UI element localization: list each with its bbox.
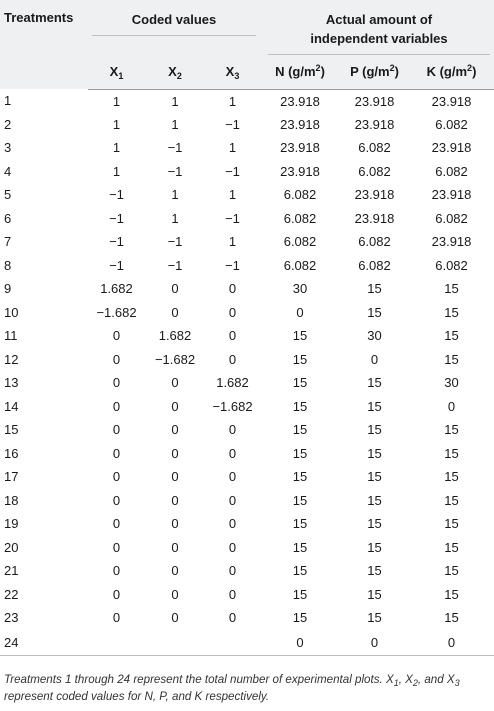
x1-cell: 1 [112, 93, 121, 109]
k-cell: 15 [444, 516, 459, 532]
header-n: N $(g/m^2)$ [260, 55, 340, 89]
table-row [0, 230, 494, 254]
table-header [0, 0, 494, 89]
p-cell: 15 [367, 398, 382, 414]
x2-cell: 0 [171, 516, 179, 532]
x3-cell: 0 [228, 351, 237, 367]
n-cell: 6.082 [283, 234, 317, 250]
x1-cell: 0 [112, 539, 121, 555]
k-cell: 23.918 [431, 93, 472, 109]
x2-cell: 1 [171, 210, 179, 226]
treatment-cell: 15 [4, 422, 19, 438]
table-row [0, 512, 494, 536]
table-row [0, 348, 494, 372]
x2-cell: 0 [171, 586, 179, 602]
x1-cell: 0 [112, 492, 121, 508]
x1-cell: 0 [112, 586, 121, 602]
table-row [0, 324, 494, 348]
x2-cell: 0 [171, 398, 179, 414]
header-actual-line2: independent variables [310, 31, 448, 46]
x1-cell: 1 [112, 116, 121, 132]
header-actual-amount-label [268, 10, 490, 55]
k-cell: 15 [444, 445, 459, 461]
table-footnote: Treatments 1 through 24 represent the total number of experimental plots. $X_1$, $X_2$, and $X_3$ represent coded values for N, P, and K respectively. [4, 673, 460, 703]
x1-cell: 0 [112, 398, 121, 414]
x3-cell: −1.682 [212, 398, 253, 414]
k-cell: 23.918 [431, 234, 472, 250]
treatment-cell: 22 [4, 586, 19, 602]
table-row [0, 536, 494, 560]
header-coded-values-label: Coded values [92, 10, 256, 36]
header-x1: $X_1$ [88, 55, 145, 89]
n-cell: 23.918 [280, 140, 320, 156]
table-row [0, 442, 494, 466]
treatment-cell: 16 [4, 445, 19, 461]
table-row [0, 489, 494, 513]
header-treatments: Treatments [4, 10, 74, 25]
x1-cell: 0 [112, 422, 121, 438]
x2-cell: 0 [171, 304, 179, 320]
k-cell: 6.082 [435, 257, 468, 273]
table-row [0, 207, 494, 231]
p-cell: 15 [367, 304, 382, 320]
x2-cell: 1 [171, 93, 179, 109]
treatment-cell: 12 [4, 351, 19, 367]
table-row [0, 559, 494, 583]
k-cell: 0 [409, 630, 494, 656]
n-cell: 15 [292, 563, 308, 579]
table-row [0, 113, 494, 137]
x2-cell [145, 630, 205, 656]
k-cell: 15 [444, 492, 459, 508]
x3-cell: 1.682 [216, 375, 249, 391]
p-cell: 15 [367, 539, 382, 555]
p-cell: 15 [367, 281, 382, 297]
n-cell: 30 [292, 281, 308, 297]
treatment-cell: 1 [4, 93, 12, 109]
k-cell: 15 [444, 469, 459, 485]
table-row [0, 160, 494, 184]
table-row [0, 371, 494, 395]
x2-cell: −1 [167, 234, 183, 250]
treatment-cell: 4 [4, 163, 12, 179]
x1-cell: 0 [112, 469, 121, 485]
x1-cell: −1 [109, 210, 124, 226]
k-cell: 15 [444, 351, 459, 367]
p-cell: 15 [367, 375, 382, 391]
p-cell: 15 [367, 516, 382, 532]
n-cell: 15 [292, 445, 308, 461]
treatment-cell: 11 [4, 328, 18, 344]
n-cell: 23.918 [280, 93, 320, 109]
header-x2: $X_2$ [145, 55, 205, 89]
n-cell: 23.918 [280, 116, 320, 132]
n-cell: 15 [292, 398, 308, 414]
n-cell: 15 [292, 610, 308, 626]
x1-cell: 0 [112, 351, 121, 367]
x2-cell: −1.682 [154, 351, 196, 367]
treatment-cell: 20 [4, 539, 19, 555]
n-cell: 15 [292, 516, 308, 532]
table-row [0, 606, 494, 630]
x3-cell: 1 [228, 140, 237, 156]
k-cell: 15 [444, 539, 459, 555]
x2-cell: 0 [171, 563, 179, 579]
treatment-cell: 23 [4, 610, 19, 626]
k-cell: 15 [444, 586, 459, 602]
table-row [0, 136, 494, 160]
treatment-cell: 14 [4, 398, 19, 414]
x2-cell: −1 [167, 163, 183, 179]
k-cell: 15 [444, 563, 459, 579]
treatment-cell: 8 [4, 257, 12, 273]
treatment-cell: 2 [4, 116, 12, 132]
treatment-cell: 13 [4, 375, 19, 391]
x1-cell: 0 [112, 445, 121, 461]
n-cell: 15 [292, 328, 308, 344]
p-cell: 0 [340, 630, 409, 656]
x3-cell: 0 [228, 516, 237, 532]
x3-cell [205, 630, 260, 656]
x1-cell: 0 [112, 516, 121, 532]
x2-cell: 0 [171, 469, 179, 485]
table-row [0, 183, 494, 207]
table-row [0, 465, 494, 489]
p-cell: 15 [367, 610, 382, 626]
table-row [0, 254, 494, 278]
x1-cell [88, 630, 145, 656]
k-cell: 15 [444, 304, 459, 320]
n-cell: 0 [260, 630, 340, 656]
n-cell: 6.082 [283, 257, 317, 273]
x1-cell: 0 [112, 328, 121, 344]
x2-cell: 1 [171, 187, 179, 203]
x3-cell: 0 [228, 586, 237, 602]
treatment-cell: 5 [4, 187, 12, 203]
x2-cell: 1.682 [158, 328, 192, 344]
p-cell: 15 [367, 492, 382, 508]
x3-cell: 0 [228, 469, 237, 485]
n-cell: 15 [292, 539, 308, 555]
x1-cell: −1 [109, 234, 124, 250]
table-row [0, 89, 494, 113]
x1-cell: 0 [112, 610, 121, 626]
table-row [0, 301, 494, 325]
n-cell: 15 [292, 375, 308, 391]
table-row [0, 395, 494, 419]
n-cell: 6.082 [283, 187, 317, 203]
x2-cell: 0 [171, 492, 179, 508]
x2-cell: 0 [171, 422, 179, 438]
treatment-cell: 21 [4, 563, 19, 579]
x3-cell: 0 [228, 328, 237, 344]
treatment-cell: 19 [4, 516, 19, 532]
n-cell: 15 [292, 422, 308, 438]
treatment-cell: 7 [4, 234, 12, 250]
n-cell: 15 [292, 469, 308, 485]
p-cell: 15 [367, 586, 382, 602]
header-actual-amount [260, 0, 494, 55]
header-x3: $X_3$ [205, 55, 260, 89]
x3-cell: −1 [225, 257, 240, 273]
table-row [0, 630, 494, 656]
x3-cell: −1 [225, 116, 240, 132]
x2-cell: 0 [171, 539, 179, 555]
x1-cell: −1.682 [96, 304, 137, 320]
k-cell: 15 [444, 422, 459, 438]
header-p: P $(g/m^2)$ [340, 55, 409, 89]
x3-cell: −1 [225, 163, 240, 179]
k-cell: 23.918 [431, 140, 472, 156]
x2-cell: 0 [171, 281, 179, 297]
x1-cell: −1 [109, 257, 124, 273]
x3-cell: 0 [228, 281, 237, 297]
x1-cell: 1 [112, 140, 121, 156]
x3-cell: 0 [228, 304, 237, 320]
treatment-cell: 3 [4, 140, 12, 156]
x1-cell: 0 [112, 563, 121, 579]
treatment-cell: 18 [4, 492, 19, 508]
table-row [0, 583, 494, 607]
table-body [0, 89, 494, 656]
n-cell: 15 [292, 351, 308, 367]
x3-cell: 0 [228, 445, 237, 461]
x2-cell: −1 [167, 257, 183, 273]
treatment-cell: 24 [0, 630, 88, 656]
x2-cell: 1 [171, 116, 179, 132]
x3-cell: 1 [228, 234, 237, 250]
p-cell: 23.918 [354, 93, 395, 109]
x3-cell: 0 [228, 610, 237, 626]
n-cell: 0 [296, 304, 304, 320]
p-cell: 6.082 [358, 257, 391, 273]
header-coded-values [88, 0, 260, 55]
k-cell: 15 [444, 610, 459, 626]
k-cell: 23.918 [431, 187, 472, 203]
p-cell: 6.082 [358, 234, 391, 250]
n-cell: 23.918 [280, 163, 320, 179]
x1-cell: 1 [112, 163, 121, 179]
x3-cell: −1 [225, 210, 240, 226]
x2-cell: 0 [171, 445, 179, 461]
treatment-cell: 10 [4, 304, 19, 320]
header-k: K $(g/m^2)$ [409, 55, 494, 89]
x3-cell: 1 [228, 187, 237, 203]
treatment-cell: 17 [4, 469, 19, 485]
p-cell: 15 [367, 469, 382, 485]
x1-cell: 1.682 [100, 281, 133, 297]
x3-cell: 0 [228, 422, 237, 438]
p-cell: 15 [367, 445, 382, 461]
header-actual-line1: Actual amount of [325, 12, 433, 27]
p-cell: 23.918 [354, 210, 395, 226]
x1-cell: −1 [109, 187, 124, 203]
n-cell: 15 [292, 492, 308, 508]
p-cell: 23.918 [354, 116, 395, 132]
k-cell: 15 [444, 281, 459, 297]
x1-cell: 0 [112, 375, 121, 391]
x3-cell: 1 [228, 93, 237, 109]
x3-cell: 0 [228, 492, 237, 508]
k-cell: 6.082 [435, 116, 468, 132]
x2-cell: 0 [171, 610, 179, 626]
k-cell: 30 [444, 375, 459, 391]
p-cell: 15 [367, 422, 382, 438]
p-cell: 30 [367, 328, 382, 344]
k-cell: 6.082 [435, 163, 468, 179]
treatment-cell: 9 [4, 281, 12, 297]
k-cell: 6.082 [435, 210, 468, 226]
x2-cell: 0 [171, 375, 179, 391]
x3-cell: 0 [228, 563, 237, 579]
n-cell: 6.082 [283, 210, 317, 226]
treatment-cell: 6 [4, 210, 12, 226]
table-row [0, 277, 494, 301]
k-cell: 0 [447, 398, 456, 414]
p-cell: 6.082 [358, 140, 391, 156]
n-cell: 15 [292, 586, 308, 602]
table-row [0, 418, 494, 442]
x2-cell: −1 [167, 140, 183, 156]
x3-cell: 0 [228, 539, 237, 555]
p-cell: 6.082 [358, 163, 391, 179]
p-cell: 15 [367, 563, 382, 579]
k-cell: 15 [444, 328, 459, 344]
p-cell: 23.918 [354, 187, 395, 203]
p-cell: 0 [370, 351, 379, 367]
